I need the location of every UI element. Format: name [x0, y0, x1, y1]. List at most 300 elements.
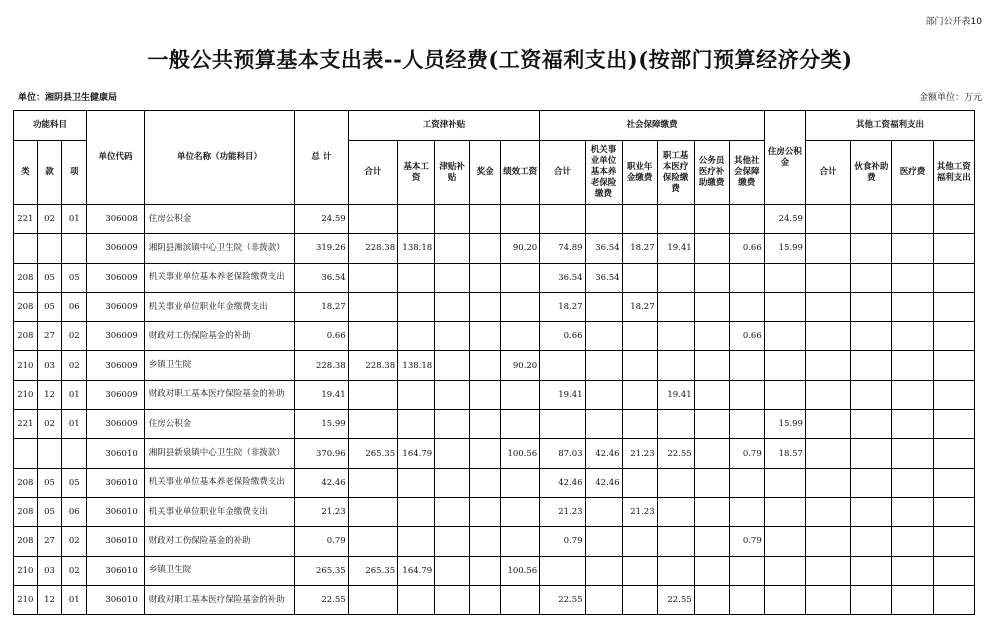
table-cell: 02: [62, 556, 87, 585]
table-cell: [540, 205, 585, 234]
table-cell: 164.79: [398, 556, 435, 585]
table-cell: [62, 439, 87, 468]
table-cell: [435, 380, 470, 409]
table-cell: [398, 292, 435, 321]
table-cell: 0.66: [729, 234, 764, 263]
table-cell: [501, 263, 540, 292]
table-cell: [470, 351, 501, 380]
table-cell: [585, 292, 622, 321]
header-other-col: 合计: [805, 141, 850, 205]
table-row: [14, 234, 975, 263]
table-cell: [805, 263, 850, 292]
table-cell: 18.27: [540, 292, 585, 321]
table-cell: [851, 497, 892, 526]
table-cell: 90.20: [501, 351, 540, 380]
table-cell: [851, 585, 892, 614]
table-cell: 05: [62, 468, 87, 497]
table-cell: 机关事业单位职业年金缴费支出: [144, 292, 294, 321]
table-number: 部门公开表10: [925, 17, 982, 27]
table-cell: 208: [14, 322, 38, 351]
table-cell: [892, 410, 933, 439]
table-cell: 208: [14, 497, 38, 526]
table-cell: [694, 497, 729, 526]
table-cell: 湘阴县新泉镇中心卫生院（非拨款）: [144, 439, 294, 468]
table-cell: [398, 527, 435, 556]
table-cell: [657, 410, 694, 439]
table-cell: 100.56: [501, 556, 540, 585]
table-cell: [851, 410, 892, 439]
table-cell: [501, 205, 540, 234]
table-cell: [805, 497, 850, 526]
table-cell: 财政对职工基本医疗保险基金的补助: [144, 585, 294, 614]
table-cell: [348, 497, 397, 526]
header-wage-group: 工资津补贴: [348, 111, 540, 141]
table-cell: [398, 585, 435, 614]
table-cell: 208: [14, 263, 38, 292]
table-cell: 03: [37, 351, 62, 380]
table-cell: 12: [37, 585, 62, 614]
table-cell: [933, 468, 974, 497]
table-cell: [470, 527, 501, 556]
table-cell: [470, 292, 501, 321]
table-cell: 42.46: [585, 439, 622, 468]
table-cell: [348, 410, 397, 439]
table-cell: 319.26: [295, 234, 349, 263]
table-cell: 03: [37, 556, 62, 585]
table-cell: [470, 410, 501, 439]
table-cell: [729, 263, 764, 292]
table-cell: 01: [62, 410, 87, 439]
table-cell: [37, 234, 62, 263]
table-cell: [892, 263, 933, 292]
header-wage-col: 绩效工资: [501, 141, 540, 205]
header-other-col: 伙食补助费: [851, 141, 892, 205]
table-cell: [805, 351, 850, 380]
table-cell: [398, 263, 435, 292]
header-unit-name: 单位名称（功能科目）: [144, 111, 294, 205]
table-cell: 02: [37, 410, 62, 439]
table-cell: [805, 410, 850, 439]
header-other-group: 其他工资福利支出: [805, 111, 974, 141]
table-row: [14, 205, 975, 234]
table-cell: [622, 556, 657, 585]
table-cell: [622, 322, 657, 351]
table-cell: [501, 527, 540, 556]
table-row: [14, 351, 975, 380]
table-cell: [805, 380, 850, 409]
table-cell: [657, 351, 694, 380]
header-total: 总 计: [295, 111, 349, 205]
table-cell: [892, 351, 933, 380]
table-cell: [851, 351, 892, 380]
table-cell: [851, 322, 892, 351]
table-row: [14, 585, 975, 614]
table-cell: [892, 468, 933, 497]
table-cell: 22.55: [295, 585, 349, 614]
table-cell: 0.66: [729, 322, 764, 351]
table-cell: 财政对职工基本医疗保险基金的补助: [144, 380, 294, 409]
table-cell: [435, 410, 470, 439]
table-cell: [657, 292, 694, 321]
table-row: [14, 497, 975, 526]
table-cell: [348, 585, 397, 614]
table-cell: [851, 263, 892, 292]
table-cell: [933, 556, 974, 585]
table-cell: 05: [37, 497, 62, 526]
table-cell: [764, 380, 805, 409]
table-cell: [933, 439, 974, 468]
table-cell: [348, 322, 397, 351]
table-cell: 306009: [87, 380, 145, 409]
table-cell: [470, 556, 501, 585]
table-cell: [398, 410, 435, 439]
table-cell: [470, 263, 501, 292]
table-cell: [694, 322, 729, 351]
table-cell: 02: [62, 322, 87, 351]
table-cell: [892, 322, 933, 351]
table-cell: 02: [62, 527, 87, 556]
header-wage-col: 基本工资: [398, 141, 435, 205]
table-row: [14, 468, 975, 497]
table-cell: [435, 205, 470, 234]
table-cell: [622, 263, 657, 292]
table-cell: 265.35: [295, 556, 349, 585]
table-cell: 228.38: [348, 351, 397, 380]
table-cell: [540, 556, 585, 585]
table-cell: 21.23: [540, 497, 585, 526]
table-cell: [398, 497, 435, 526]
table-cell: [892, 292, 933, 321]
table-cell: [729, 351, 764, 380]
table-cell: 306009: [87, 263, 145, 292]
table-row: [14, 556, 975, 585]
table-cell: 0.66: [295, 322, 349, 351]
table-cell: [764, 468, 805, 497]
header-wage-col: 津贴补贴: [435, 141, 470, 205]
table-cell: [851, 205, 892, 234]
table-row: [14, 263, 975, 292]
table-cell: [585, 322, 622, 351]
table-cell: 138.18: [398, 351, 435, 380]
table-cell: 24.59: [764, 205, 805, 234]
table-cell: [585, 527, 622, 556]
table-cell: [348, 205, 397, 234]
table-cell: [851, 439, 892, 468]
table-cell: 27: [37, 527, 62, 556]
table-cell: [764, 351, 805, 380]
table-cell: 221: [14, 205, 38, 234]
table-cell: [657, 497, 694, 526]
header-social-col: 合计: [540, 141, 585, 205]
table-cell: [764, 527, 805, 556]
table-cell: 05: [37, 263, 62, 292]
table-cell: [657, 556, 694, 585]
table-cell: [657, 527, 694, 556]
table-cell: [622, 468, 657, 497]
table-row: [14, 410, 975, 439]
table-cell: [933, 234, 974, 263]
table-cell: [435, 468, 470, 497]
header-social-group: 社会保障缴费: [540, 111, 765, 141]
table-cell: 19.41: [540, 380, 585, 409]
table-cell: [933, 322, 974, 351]
table-cell: 210: [14, 351, 38, 380]
table-cell: [892, 497, 933, 526]
table-cell: 208: [14, 292, 38, 321]
table-cell: [585, 380, 622, 409]
table-cell: 210: [14, 380, 38, 409]
table-cell: [501, 585, 540, 614]
table-cell: [501, 410, 540, 439]
table-cell: 0.79: [729, 439, 764, 468]
table-cell: [729, 556, 764, 585]
table-cell: [501, 468, 540, 497]
table-cell: [657, 263, 694, 292]
table-cell: [622, 410, 657, 439]
table-cell: [398, 205, 435, 234]
table-cell: [470, 585, 501, 614]
table-cell: [892, 205, 933, 234]
table-cell: [729, 497, 764, 526]
table-cell: 265.35: [348, 556, 397, 585]
table-cell: 01: [62, 585, 87, 614]
table-cell: [933, 497, 974, 526]
table-cell: [892, 234, 933, 263]
header-social-col: 职工基本医疗保险缴费: [657, 141, 694, 205]
table-cell: 0.79: [729, 527, 764, 556]
table-cell: 住房公积金: [144, 205, 294, 234]
table-cell: [764, 263, 805, 292]
header-housing: 住房公积金: [764, 111, 805, 205]
table-cell: [501, 497, 540, 526]
table-cell: [622, 205, 657, 234]
table-cell: [805, 292, 850, 321]
header-social-col: 其他社会保障缴费: [729, 141, 764, 205]
table-cell: 370.96: [295, 439, 349, 468]
table-cell: 210: [14, 585, 38, 614]
table-cell: 02: [62, 351, 87, 380]
table-cell: 18.27: [295, 292, 349, 321]
table-cell: 306009: [87, 292, 145, 321]
table-cell: 05: [37, 292, 62, 321]
header-wage-col: 合计: [348, 141, 397, 205]
table-cell: 90.20: [501, 234, 540, 263]
header-kuan: 款: [37, 141, 62, 205]
table-cell: [851, 292, 892, 321]
table-cell: [892, 380, 933, 409]
table-cell: [585, 556, 622, 585]
table-cell: [805, 234, 850, 263]
table-cell: [435, 439, 470, 468]
table-cell: 机关事业单位基本养老保险缴费支出: [144, 263, 294, 292]
table-cell: [622, 380, 657, 409]
table-cell: [694, 556, 729, 585]
header-lei: 类: [14, 141, 38, 205]
table-cell: [933, 292, 974, 321]
table-cell: [892, 585, 933, 614]
table-cell: 机关事业单位职业年金缴费支出: [144, 497, 294, 526]
table-cell: 15.99: [764, 410, 805, 439]
table-cell: 306010: [87, 439, 145, 468]
table-cell: 18.27: [622, 234, 657, 263]
table-cell: 06: [62, 497, 87, 526]
table-cell: 住房公积金: [144, 410, 294, 439]
table-cell: 财政对工伤保险基金的补助: [144, 527, 294, 556]
table-cell: [470, 234, 501, 263]
table-cell: [729, 205, 764, 234]
table-cell: [764, 322, 805, 351]
table-cell: [764, 497, 805, 526]
table-cell: 228.38: [348, 234, 397, 263]
table-cell: [470, 497, 501, 526]
page-title: 一般公共预算基本支出表--人员经费(工资福利支出)(按部门预算经济分类): [147, 47, 853, 72]
table-cell: 0.79: [295, 527, 349, 556]
header-other-col: 医疗费: [892, 141, 933, 205]
table-cell: [37, 439, 62, 468]
table-cell: [933, 527, 974, 556]
table-cell: [694, 439, 729, 468]
table-cell: [694, 205, 729, 234]
table-cell: 21.23: [295, 497, 349, 526]
table-cell: 19.41: [657, 380, 694, 409]
table-cell: 22.55: [657, 585, 694, 614]
table-cell: [14, 439, 38, 468]
table-cell: [892, 527, 933, 556]
table-cell: [805, 439, 850, 468]
table-cell: [435, 556, 470, 585]
table-cell: [729, 292, 764, 321]
table-cell: 306010: [87, 527, 145, 556]
table-cell: [657, 468, 694, 497]
table-cell: 87.03: [540, 439, 585, 468]
table-cell: 湘阴县湘滨镇中心卫生院（非拨款）: [144, 234, 294, 263]
amount-unit: 金额单位：万元: [918, 93, 982, 103]
table-cell: 27: [37, 322, 62, 351]
header-xiang: 项: [62, 141, 87, 205]
unit-line: [18, 90, 982, 103]
table-cell: 228.38: [295, 351, 349, 380]
table-cell: [694, 527, 729, 556]
table-cell: 208: [14, 468, 38, 497]
table-cell: [348, 292, 397, 321]
table-cell: [851, 380, 892, 409]
table-cell: [764, 292, 805, 321]
table-cell: [435, 497, 470, 526]
table-cell: [470, 468, 501, 497]
table-cell: 100.56: [501, 439, 540, 468]
table-cell: [398, 468, 435, 497]
table-cell: [435, 263, 470, 292]
header-social-col: 机关事业单位基本养老保险缴费: [585, 141, 622, 205]
table-cell: 36.54: [540, 263, 585, 292]
table-cell: [933, 205, 974, 234]
table-cell: [585, 351, 622, 380]
table-cell: [694, 585, 729, 614]
table-cell: [435, 234, 470, 263]
table-cell: [805, 322, 850, 351]
table-cell: 24.59: [295, 205, 349, 234]
table-cell: [851, 468, 892, 497]
table-cell: 22.55: [657, 439, 694, 468]
table-cell: [729, 468, 764, 497]
table-row: [14, 380, 975, 409]
table-cell: [585, 205, 622, 234]
table-cell: 22.55: [540, 585, 585, 614]
table-cell: [933, 410, 974, 439]
table-cell: 306009: [87, 322, 145, 351]
table-cell: [14, 234, 38, 263]
table-cell: [729, 585, 764, 614]
table-cell: 乡镇卫生院: [144, 351, 294, 380]
header-social-col: 职业年金缴费: [622, 141, 657, 205]
table-cell: [694, 263, 729, 292]
table-cell: 18.27: [622, 292, 657, 321]
table-cell: [470, 322, 501, 351]
table-cell: 01: [62, 380, 87, 409]
table-cell: [501, 380, 540, 409]
table-cell: [694, 351, 729, 380]
table-cell: [470, 205, 501, 234]
table-cell: [540, 351, 585, 380]
table-row: [14, 322, 975, 351]
table-cell: [348, 263, 397, 292]
table-cell: [805, 585, 850, 614]
header-wage-col: 奖金: [470, 141, 501, 205]
table-cell: [729, 380, 764, 409]
table-cell: [435, 292, 470, 321]
table-cell: 42.46: [540, 468, 585, 497]
table-cell: [892, 439, 933, 468]
table-cell: [694, 410, 729, 439]
table-cell: 02: [37, 205, 62, 234]
table-cell: [933, 263, 974, 292]
unit-label: 单位：湘阴县卫生健康局: [18, 93, 118, 103]
table-cell: [657, 322, 694, 351]
table-cell: [764, 585, 805, 614]
table-row: [14, 527, 975, 556]
table-cell: 机关事业单位基本养老保险缴费支出: [144, 468, 294, 497]
table-cell: 265.35: [348, 439, 397, 468]
table-cell: [501, 322, 540, 351]
table-cell: 164.79: [398, 439, 435, 468]
table-cell: [585, 410, 622, 439]
table-row: [14, 292, 975, 321]
table-cell: 306010: [87, 468, 145, 497]
table-cell: [694, 468, 729, 497]
table-cell: 0.66: [540, 322, 585, 351]
table-cell: 06: [62, 292, 87, 321]
table-cell: 138.18: [398, 234, 435, 263]
table-cell: 01: [62, 205, 87, 234]
table-cell: [694, 380, 729, 409]
header-social-col: 公务员医疗补助缴费: [694, 141, 729, 205]
table-cell: 306009: [87, 410, 145, 439]
table-cell: 306010: [87, 585, 145, 614]
table-cell: 221: [14, 410, 38, 439]
table-cell: [933, 351, 974, 380]
table-cell: [348, 380, 397, 409]
table-cell: [348, 468, 397, 497]
table-cell: [398, 322, 435, 351]
table-cell: [470, 439, 501, 468]
table-cell: [470, 380, 501, 409]
table-cell: 15.99: [295, 410, 349, 439]
table-cell: 05: [37, 468, 62, 497]
table-cell: 乡镇卫生院: [144, 556, 294, 585]
table-row: [14, 439, 975, 468]
table-cell: [585, 585, 622, 614]
table-cell: [694, 234, 729, 263]
